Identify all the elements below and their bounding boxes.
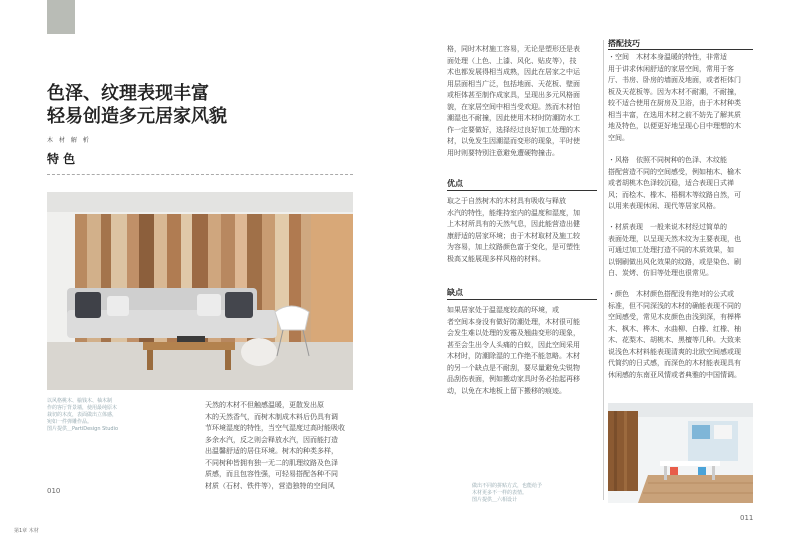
- dining-room-photo: [608, 403, 753, 503]
- text-line: 代简约的日式感，而深色的木材能表现具有: [608, 359, 741, 367]
- text-line: 潮湿也不耐撞，因此使用木材时防潮防水工: [447, 114, 580, 122]
- text-line: 用层面相当广泛，包括地面、天花板、壁面: [447, 79, 580, 88]
- text-line: 作一定要做好，选择经过良好加工处理的木: [447, 125, 580, 134]
- text-line: 木、花梨木、胡桃木、黑檀等几种。大致来: [608, 336, 741, 344]
- text-line: ・材质表现 一般来说木材经过简单的: [608, 223, 727, 231]
- text-line: ・风格 依照不同树种的色泽、木纹能: [608, 156, 727, 164]
- page-number-left: 010: [47, 487, 61, 495]
- text-line: 如果居家处于温湿度较高的环境，或: [447, 306, 559, 314]
- text-line: 极高又能展现多样风格的材料。: [447, 254, 545, 263]
- advantages-heading: 优点: [447, 179, 463, 188]
- text-line: 不同树种皆拥有独一无二的肌理纹路及色泽: [205, 458, 338, 467]
- middle-top-text: [447, 44, 599, 159]
- tips-surface-text: [608, 222, 756, 280]
- tips-color-text: [608, 289, 756, 381]
- text-line: 休闲感的东南亚风情或者典雅的中国情调。: [608, 370, 741, 379]
- text-line: 质感，而且包容性强，可轻易搭配各种不同: [205, 470, 338, 478]
- section-title: 特 色: [47, 152, 76, 166]
- text-line: 术也都发展得相当成熟，因此在居家之中运: [447, 68, 580, 76]
- text-line: 以钢刷做出风化效果的纹路，或是染色、刷: [608, 257, 741, 266]
- text-line: 取之于自然树木的木材具有吸收与释放: [447, 197, 566, 205]
- text-line: 品刮伤表面，例如搬动家具时务必抬起再移: [447, 375, 580, 383]
- text-line: 用于讲求休闲舒适的家居空间，常用于客: [608, 64, 734, 73]
- advantages-text: [447, 196, 599, 265]
- tips-style-text: [608, 155, 756, 213]
- text-line: 或柜体甚至制作成家具，呈现出多元风格面: [447, 91, 580, 99]
- text-line: 空间感受，常见木皮颜色由浅到深，有榉桦: [608, 313, 741, 321]
- text-line: 以用来表现休闲、现代等居家风格。: [608, 202, 720, 210]
- text-line: 格，同时木材施工容易，无论是塑形还是表: [447, 45, 580, 53]
- caption-line: 栽切的木皮，表面做出立体感，: [47, 412, 118, 418]
- text-line: 材质（石材、铁件等），营造独特的空间风: [205, 481, 335, 490]
- chapter-tab-block: [47, 0, 75, 34]
- text-line: 节环境湿度的特性，当空气湿度过高时能吸收: [205, 424, 345, 432]
- text-line: 搭配营造不同的空间感受，例如柚木、榆木: [608, 167, 741, 176]
- text-line: 木材时，防潮除湿的工作绝不能忽略。木材: [447, 352, 580, 360]
- caption-line: 木材更多不一样的表情。: [472, 490, 528, 496]
- text-line: 会发生难以处理的发霉及翘曲变形的现象，: [447, 329, 580, 337]
- caption-line: 做出不同的拼贴方式，也能给予: [472, 483, 543, 489]
- text-line: 的另一个缺点是不耐刮，要尽量避免尖锐物: [447, 363, 580, 372]
- text-line: 厅、书房、卧房的墙面及地面，或者柜体门: [608, 76, 741, 84]
- column-divider: [603, 40, 604, 500]
- text-line: 材，以免发生因潮湿而变形的现象，平时使: [447, 137, 580, 145]
- text-line: 面处理（上色、上漆、风化、贴皮等），技: [447, 56, 577, 65]
- text-line: 上木材所具有的天然气息，因此能营造出健: [447, 220, 580, 228]
- text-line: 相当丰富，在选用木材之前不妨先了解其质: [608, 110, 741, 119]
- text-line: 为容易，加上纹路颜色富于变化，是可塑性: [447, 243, 580, 251]
- text-line: 康舒适的居家环境；由于木材取材及施工较: [447, 231, 580, 240]
- living-room-photo: [47, 192, 353, 390]
- text-line: 木、枫木、桦木、水曲柳、白橡、红橡、柚: [608, 324, 741, 333]
- text-line: 标准，但不同深浅的木材的确能表现不同的: [608, 301, 741, 310]
- intro-body-text: [205, 400, 355, 492]
- caption-line: 作的客厅背景墙，使用最纯原木: [47, 405, 118, 411]
- text-line: 甚至会生出令人头痛的白蚁，因此空间采用: [447, 340, 580, 349]
- text-line: 木的天然香气，而树木制成木料后仍具有调: [205, 412, 338, 421]
- advantages-rule: [447, 190, 597, 191]
- section-divider: [47, 174, 353, 175]
- text-line: 多余水汽，反之则会释放水汽，因而能打造: [205, 435, 338, 444]
- disadvantages-rule: [447, 299, 597, 300]
- caption-line: 以风格桃木、榆钱木、柚木制: [47, 398, 113, 404]
- tips-space-text: [608, 52, 756, 144]
- middle-photo-caption: [472, 483, 587, 504]
- caption-line: 图片提供＿PartiDesign Studio: [47, 426, 119, 432]
- caption-line: 图片提供＿六相设计: [472, 497, 518, 503]
- text-line: ・空间 木材本身温暖的特性，非常适: [608, 53, 727, 61]
- text-line: 板及天花板等。因为木材不耐潮，不耐撞，: [608, 87, 741, 96]
- tips-rule: [608, 49, 753, 50]
- text-line: 天然的木材不但触感温暖，更散发出原: [205, 401, 324, 409]
- text-line: ・颜色 木材颜色搭配没有绝对的公式或: [608, 290, 734, 298]
- text-line: 可通过加工处理打造不同的木质效果，如: [608, 246, 734, 254]
- text-line: 或者胡桃木色泽较沉稳，适合表现日式禅: [608, 179, 734, 187]
- text-line: 者空间本身没有做好防潮处理，木材很可能: [447, 317, 580, 326]
- text-line: 风；而桧木、橡木、梧桐木等纹路自然，可: [608, 190, 741, 199]
- photo-caption: [47, 398, 167, 433]
- page-number-right: 011: [740, 514, 754, 522]
- title-line-2: 轻易创造多元居家风貌: [47, 106, 227, 127]
- text-line: 出温馨舒适的居住环境。树木的种类多样，: [205, 447, 338, 455]
- page-title: [47, 82, 287, 128]
- text-line: 说浅色木材料能表现清爽的北欧空间感或现: [608, 347, 741, 356]
- text-line: 较不适合使用在厨房及卫浴，由于木材种类: [608, 99, 741, 107]
- section-label: 木 材 解 析: [47, 137, 91, 144]
- text-line: 水汽的特性，能维持室内的温度和湿度，加: [447, 208, 580, 217]
- disadvantages-heading: 缺点: [447, 288, 463, 297]
- tips-heading: 搭配技巧: [608, 39, 640, 48]
- text-line: 用时则要特别注意避免遭硬物撞击。: [447, 148, 559, 157]
- text-line: 白、炭烤、仿旧等处理也很常见。: [608, 269, 713, 277]
- caption-line: 宛如一件弹雕作品。: [47, 419, 93, 425]
- text-line: 表面处理，以呈现天然木纹为主要表现，也: [608, 234, 741, 243]
- chapter-footer: 第1章 木材: [14, 528, 39, 534]
- text-line: 地及特色，以便更好地呈现心目中理想的木: [608, 122, 741, 130]
- text-line: 空间。: [608, 133, 629, 142]
- text-line: 动，以免在木地板上留下搬移的痕迹。: [447, 386, 566, 395]
- disadvantages-text: [447, 305, 599, 397]
- text-line: 貌，在家居空间中相当受欢迎。然而木材怕: [447, 102, 580, 111]
- title-line-1: 色泽、纹理表现丰富: [47, 83, 209, 104]
